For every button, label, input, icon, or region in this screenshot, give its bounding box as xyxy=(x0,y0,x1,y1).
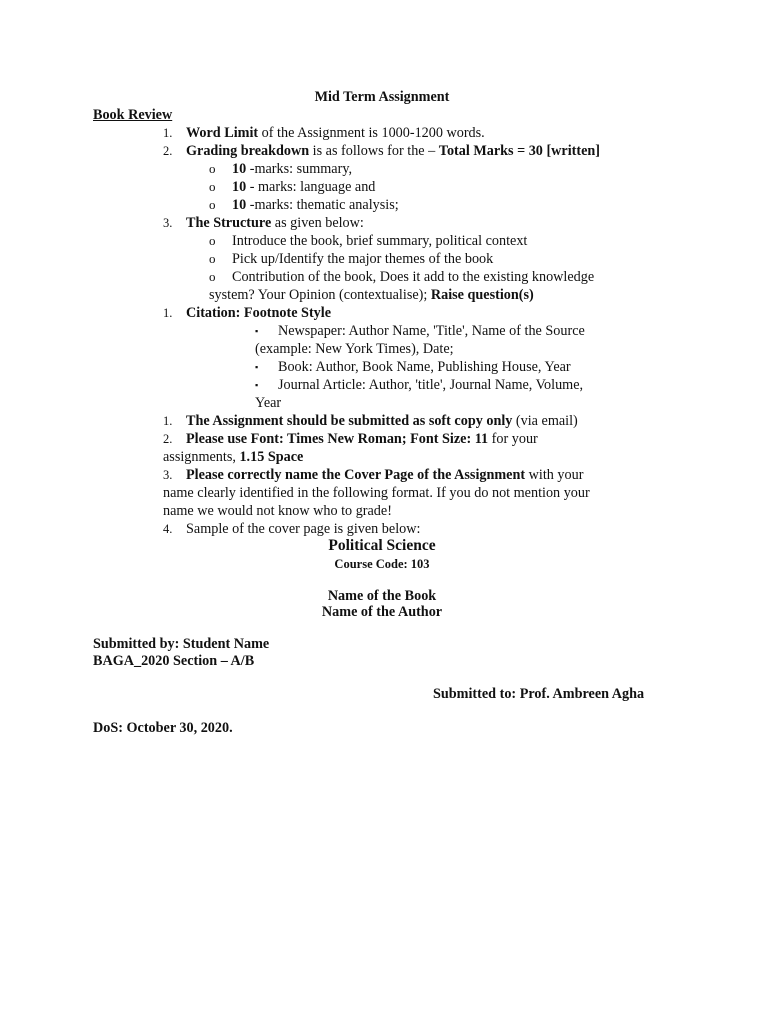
section-info: BAGA_2020 Section – A/B xyxy=(93,653,255,669)
submission-via: (via email) xyxy=(512,413,578,429)
submitted-by: Submitted by: Student Name xyxy=(93,636,270,652)
structure-item xyxy=(209,232,527,250)
bullet-icon: o xyxy=(209,197,216,212)
cover-page-rule: Please correctly name the Cover Page of the Assignment xyxy=(186,467,526,483)
bullet-icon: o xyxy=(209,161,216,176)
rule-cover-page-continued: name we would not know who to grade! xyxy=(163,503,392,519)
structure-item xyxy=(209,250,493,268)
citation-text: Journal Article: Author, 'title', Journal Name, Volume, xyxy=(278,377,584,393)
structure-cont-text: system? Your Opinion (contextualise); xyxy=(209,287,431,303)
list-number: 2. xyxy=(163,432,173,446)
list-item-structure xyxy=(163,214,364,232)
structure-desc: Pick up/Identify the major themes of the book xyxy=(232,251,494,267)
line-spacing: 1.15 Space xyxy=(239,449,304,465)
structure-item-continued xyxy=(209,286,534,304)
list-number: 3. xyxy=(163,468,173,482)
list-item-citation xyxy=(163,304,331,322)
structure-desc: Introduce the book, brief summary, political context xyxy=(232,233,528,249)
square-bullet-icon: ▪ xyxy=(255,326,259,336)
grading-item xyxy=(209,160,352,178)
list-number: 1. xyxy=(163,126,173,140)
list-number: 1. xyxy=(163,306,173,320)
section-heading: Book Review xyxy=(93,107,173,123)
list-item-grading xyxy=(163,142,600,160)
structure-text: as given below: xyxy=(271,215,364,231)
word-limit-text: of the Assignment is 1000-1200 words. xyxy=(258,125,485,141)
rule-font-continued xyxy=(163,448,303,466)
rule-cover-page xyxy=(163,466,583,484)
citation-item xyxy=(255,358,571,376)
rule-font xyxy=(163,430,538,448)
bullet-icon: o xyxy=(209,269,216,284)
citation-text: Newspaper: Author Name, 'Title', Name of the Source xyxy=(278,323,585,339)
list-number: 3. xyxy=(163,216,173,230)
citation-item-continued: Year xyxy=(255,395,282,411)
submitted-to: Submitted to: Prof. Ambreen Agha xyxy=(433,686,645,702)
rule-submission xyxy=(163,412,578,430)
cover-book-name: Name of the Book xyxy=(327,588,437,604)
word-limit-label: Word Limit xyxy=(186,125,259,141)
grading-item xyxy=(209,196,399,214)
grading-label: Grading breakdown xyxy=(186,143,310,159)
grading-marks: 10 xyxy=(232,179,250,195)
date-of-submission: DoS: October 30, 2020. xyxy=(93,720,233,736)
grading-desc: -marks: summary, xyxy=(249,161,353,177)
document-title: Mid Term Assignment xyxy=(314,89,450,105)
font-rule-text: for your xyxy=(488,431,538,447)
citation-item xyxy=(255,376,583,394)
total-marks: Total Marks = 30 [written] xyxy=(438,143,601,159)
font-rule-cont: assignments, xyxy=(163,449,240,465)
citation-item-continued: (example: New York Times), Date; xyxy=(255,341,454,357)
structure-label: The Structure xyxy=(186,215,272,231)
bullet-icon: o xyxy=(209,251,216,266)
font-rule: Please use Font: Times New Roman; Font Size: 11 xyxy=(186,431,489,447)
raise-questions: Raise question(s) xyxy=(430,287,534,303)
list-number: 4. xyxy=(163,522,173,536)
cover-subject: Political Science xyxy=(328,537,436,554)
cover-author-name: Name of the Author xyxy=(321,604,443,620)
sample-text: Sample of the cover page is given below: xyxy=(186,521,421,537)
square-bullet-icon: ▪ xyxy=(255,362,259,372)
structure-item xyxy=(209,268,594,286)
rule-sample xyxy=(163,520,420,538)
grading-desc: - marks: language and xyxy=(249,179,376,195)
citation-item xyxy=(255,322,585,340)
list-item-word-limit xyxy=(163,124,485,142)
structure-desc: Contribution of the book, Does it add to the existing knowledge xyxy=(232,269,595,285)
grading-marks: 10 xyxy=(232,161,250,177)
cover-page-text: with your xyxy=(525,467,584,483)
grading-marks: 10 xyxy=(232,197,250,213)
rule-cover-page-continued: name clearly identified in the following format. If you do not mention your xyxy=(163,485,590,501)
submission-rule: The Assignment should be submitted as soft copy only xyxy=(186,413,513,429)
grading-item xyxy=(209,178,375,196)
cover-course-code: Course Code: 103 xyxy=(334,557,430,571)
citation-text: Book: Author, Book Name, Publishing House, Year xyxy=(278,359,571,375)
list-number: 2. xyxy=(163,144,173,158)
bullet-icon: o xyxy=(209,179,216,194)
list-number: 1. xyxy=(163,414,173,428)
square-bullet-icon: ▪ xyxy=(255,380,259,390)
grading-desc: -marks: thematic analysis; xyxy=(249,197,399,213)
bullet-icon: o xyxy=(209,233,216,248)
grading-text: is as follows for the – xyxy=(309,143,439,159)
citation-label: Citation: Footnote Style xyxy=(186,305,332,321)
